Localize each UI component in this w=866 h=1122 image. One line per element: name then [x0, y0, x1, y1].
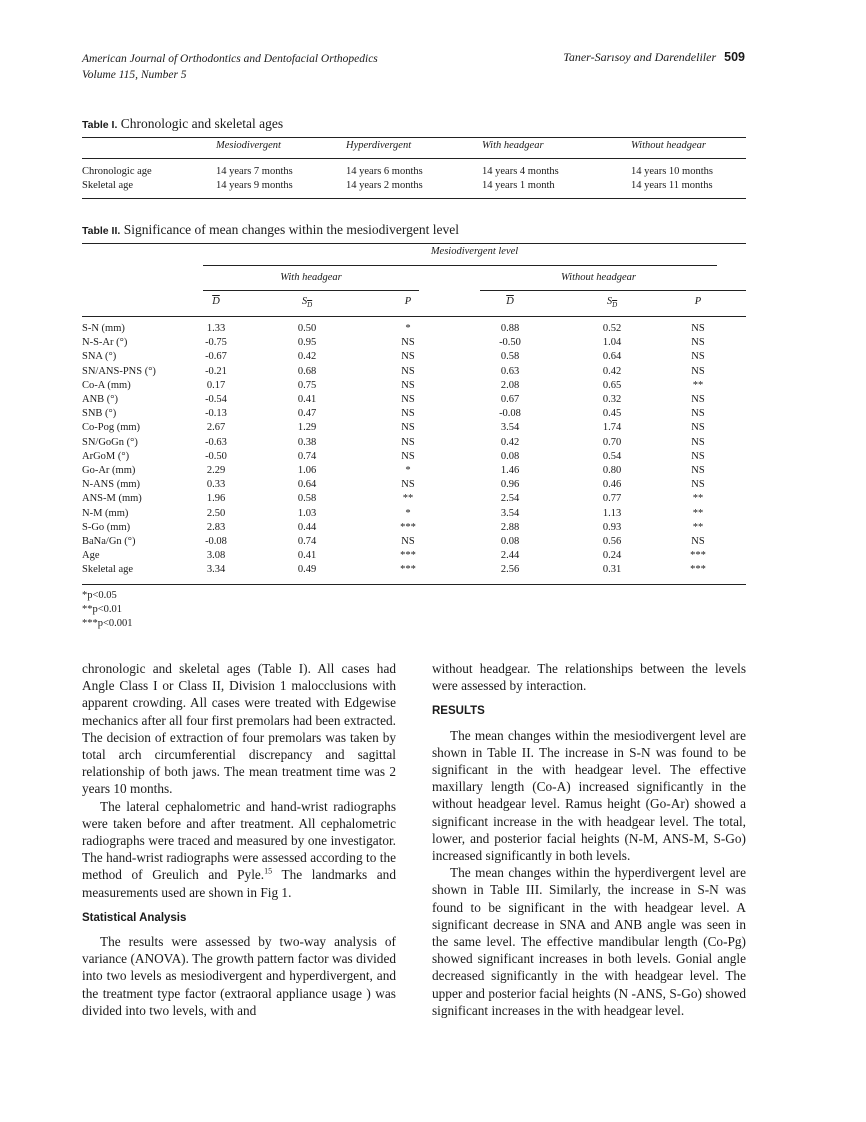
table1-col-without-headgear: Without headgear: [631, 140, 706, 151]
table2-cell: NS: [401, 408, 415, 420]
journal-name: American Journal of Orthodontics and Dentofacial Orthopedics: [82, 53, 378, 65]
table2-row-label: SN/GoGn (°): [82, 436, 138, 448]
table2-row: [82, 536, 746, 550]
table2-cell: NS: [401, 394, 415, 405]
table2-top-rule: [82, 243, 746, 244]
table2-cell: NS: [691, 323, 705, 334]
table2-cell: NS: [401, 450, 415, 462]
table1-title: Chronologic and skeletal ages: [120, 116, 284, 131]
page-number: 509: [724, 50, 745, 64]
table2-col-sd: $S_{\overline{D}}$: [606, 296, 618, 310]
table2-header-rule: [82, 316, 746, 317]
table2-cell: NS: [401, 337, 415, 349]
table2-cell: 0.56: [602, 536, 622, 547]
table2-cell: 1.03: [297, 507, 317, 519]
table2-cell: 0.32: [602, 394, 622, 405]
table2-row: [82, 422, 746, 436]
table2-row: [82, 337, 746, 351]
table2-row: [82, 564, 746, 578]
table2-cell: 0.74: [297, 450, 317, 462]
table2-cell: 0.68: [297, 365, 317, 377]
table2-cell: NS: [691, 394, 705, 405]
table1-col-mesiodivergent: Mesiodivergent: [216, 140, 281, 151]
body-right-column: [432, 660, 746, 1019]
table2-cell: 0.64: [297, 479, 317, 491]
table2-cell: 0.47: [297, 408, 317, 420]
table2-cell: 0.42: [500, 436, 520, 448]
table2-title: Significance of mean changes within the mesiodivergent level: [123, 222, 459, 237]
table2-subgroup-rule-right: [480, 290, 746, 291]
table2-cell: 2.54: [500, 493, 520, 505]
table2-cell: NS: [401, 479, 415, 491]
table1-row-label: Skeletal age: [82, 180, 134, 191]
table2-row-label: SNA (°): [82, 351, 117, 363]
table2-cell: 0.88: [500, 323, 520, 334]
table2-row: [82, 451, 746, 465]
table2-row: [82, 493, 746, 507]
table2-cell: NS: [401, 351, 415, 363]
table2-cell: 0.08: [500, 450, 520, 462]
table2-cell: 0.45: [602, 408, 622, 420]
table2-cell: NS: [691, 351, 705, 363]
table1-cell: 14 years 2 months: [346, 180, 423, 191]
table2-cell: NS: [401, 436, 415, 448]
running-header-journal: [82, 51, 378, 83]
table2-cell: NS: [691, 536, 705, 547]
table2-row-label: ANS-M (mm): [82, 493, 142, 505]
table2-cell: 0.65: [602, 379, 622, 391]
table2-row-label: SNB (°): [82, 408, 117, 420]
table2-cell: 2.44: [500, 550, 520, 562]
paragraph: The mean changes within the mesiodivergent level are shown in Table II. The increase in S-N was found to be significant in the with headgear level. The effective maxillary length (Co-A) increased significantly in the without headgear level. Ramus height (Go-Ar) showed a significant increase in the with headgear level. The total, lower, and posterior facial heights (N-M, ANS-M, S-Go) increased significantly in both levels.: [432, 727, 746, 864]
table2-subgroup-without-headgear: Without headgear: [561, 272, 636, 283]
table2-cell: *: [405, 465, 411, 476]
table2-cell: NS: [691, 479, 705, 491]
table2-footnote: ***p<0.001: [82, 618, 133, 629]
table2-cell: 0.49: [297, 564, 317, 576]
table2-cell: 2.08: [500, 379, 520, 391]
table2-subgroup-rule-left: [203, 290, 419, 291]
table2-cell: 0.75: [297, 379, 317, 391]
table2-group-header: Mesiodivergent level: [430, 246, 519, 257]
table2-cell: -0.08: [205, 536, 227, 547]
table2-cell: 3.54: [500, 422, 520, 434]
table2-cell: 1.13: [602, 507, 622, 519]
table2-cell: 1.46: [500, 465, 520, 476]
table2-cell: NS: [691, 337, 705, 349]
table2-cell: 3.08: [206, 550, 226, 562]
table2-cell: **: [692, 507, 704, 519]
table2-subgroup-with-headgear: With headgear: [280, 272, 342, 283]
table2-cell: NS: [691, 408, 705, 420]
table2-footnote: *p<0.05: [82, 590, 117, 601]
table2-row: [82, 408, 746, 422]
author-names: Taner-Sarısoy and Darendeliler: [563, 50, 717, 64]
table2-cell: 0.08: [500, 536, 520, 547]
table2-cell: -0.50: [205, 450, 227, 462]
table2-col-d: $\overline{D}$: [506, 296, 514, 307]
table2-row-label: Co-A (mm): [82, 379, 131, 391]
table2-row-label: ANB (°): [82, 394, 118, 405]
table1-label: Table I.: [82, 119, 118, 131]
table2-cell: 1.04: [602, 337, 622, 349]
table2-cell: NS: [691, 450, 705, 462]
table2-row-label: SN/ANS-PNS (°): [82, 365, 156, 377]
table2-cell: 0.42: [602, 365, 622, 377]
table1-col-with-headgear: With headgear: [482, 140, 544, 151]
table2-cell: 0.46: [602, 479, 622, 491]
paragraph: The lateral cephalometric and hand-wrist radiographs were taken before and after treatment. All cephalometric radiographs were traced and measured by one investigator. The hand-wrist radiographs were assessed according to the method of Greulich and Pyle.$^{15}$ The landmarks and measurements used are shown in Fig 1.: [82, 798, 396, 900]
table2-cell: -0.67: [205, 351, 227, 363]
table2-row-label: Age: [82, 550, 100, 562]
table2-row: [82, 323, 746, 337]
table2-row-label: Go-Ar (mm): [82, 465, 136, 476]
table2-caption: [82, 222, 459, 238]
section-heading-statistical-analysis: Statistical Analysis: [82, 911, 187, 924]
table2-cell: 2.56: [500, 564, 520, 576]
table2-cell: **: [692, 521, 704, 533]
table2-cell: **: [692, 493, 704, 505]
table2-cell: *: [405, 323, 411, 334]
table2-cell: -0.13: [205, 408, 227, 420]
journal-volume: Volume 115, Number 5: [82, 69, 187, 81]
table2-cell: NS: [691, 465, 705, 476]
table2-row: [82, 508, 746, 522]
table2-cell: 0.80: [602, 465, 622, 476]
table2-cell: ***: [690, 564, 706, 576]
table2-cell: 0.95: [297, 337, 317, 349]
table2-row-label: N-S-Ar (°): [82, 337, 128, 349]
table2-cell: 0.70: [602, 436, 622, 448]
table2-cell: 1.74: [602, 422, 622, 434]
table2-cell: **: [402, 493, 414, 505]
table2-cell: NS: [401, 536, 415, 547]
table2-row-label: N-ANS (mm): [82, 479, 141, 491]
table2-cell: 0.38: [297, 436, 317, 448]
table2-row: [82, 437, 746, 451]
table1-header-rule: [82, 158, 746, 159]
table1-cell: 14 years 6 months: [346, 166, 423, 177]
table2-cell: 2.50: [206, 507, 226, 519]
table2-row: [82, 380, 746, 394]
table2-cell: ***: [400, 564, 416, 576]
table2-cell: 0.50: [297, 323, 317, 334]
table2-cell: 3.34: [206, 564, 226, 576]
table2-cell: 0.64: [602, 351, 622, 363]
table2-cell: 0.93: [602, 521, 622, 533]
table2-cell: 0.54: [602, 450, 622, 462]
table2-cell: 2.29: [206, 465, 226, 476]
table2-cell: NS: [691, 436, 705, 448]
table1-cell: 14 years 9 months: [216, 180, 293, 191]
table2-cell: 2.88: [500, 521, 520, 533]
table2-cell: 0.77: [602, 493, 622, 505]
table2-cell: -0.08: [499, 408, 521, 420]
table1-cell: 14 years 4 months: [482, 166, 559, 177]
table2-cell: **: [692, 379, 704, 391]
table2-cell: -0.54: [205, 394, 227, 405]
table2-cell: 0.74: [297, 536, 317, 547]
table2-cell: 0.33: [206, 479, 226, 491]
table2-cell: 0.41: [297, 394, 317, 405]
table2-row: [82, 522, 746, 536]
table2-cell: -0.63: [205, 436, 227, 448]
table2-cell: 0.42: [297, 351, 317, 363]
section-heading-results: RESULTS: [432, 705, 485, 718]
table1-cell: 14 years 11 months: [631, 180, 713, 191]
table2-cell: 2.67: [206, 422, 226, 434]
table2-row: [82, 550, 746, 564]
table2-cell: 0.24: [602, 550, 622, 562]
table1-caption: [82, 116, 283, 132]
table2-cell: 0.52: [602, 323, 622, 334]
table2-bottom-rule: [82, 584, 746, 585]
table2-cell: 1.06: [297, 465, 317, 476]
table1-row-label: Chronologic age: [82, 166, 152, 177]
table2-row: [82, 394, 746, 408]
table2-row-label: S-Go (mm): [82, 521, 131, 533]
table2-cell: 0.44: [297, 521, 317, 533]
table1-col-hyperdivergent: Hyperdivergent: [346, 140, 412, 151]
table2-row: [82, 465, 746, 479]
table2-cell: 1.29: [297, 422, 317, 434]
table2-cell: NS: [401, 365, 415, 377]
table2-cell: 0.31: [602, 564, 622, 576]
table2-row-label: BaNa/Gn (°): [82, 536, 136, 547]
table2-cell: *: [405, 507, 411, 519]
paragraph: without headgear. The relationships between the levels were assessed by interaction.: [432, 661, 746, 694]
table2-group-rule: [203, 265, 717, 266]
table1-top-rule: [82, 137, 746, 138]
table2-cell: ***: [400, 521, 416, 533]
table2-cell: 0.96: [500, 479, 520, 491]
table2-cell: 1.96: [206, 493, 226, 505]
table2-label: Table II.: [82, 225, 121, 237]
paragraph: The mean changes within the hyperdivergent level are shown in Table III. Similarly, the increase in S-N was found to be significant in the with headgear level. A significant decrease in SNA and ANB angle was seen in the same level. The effective mandibular length (Co-Pg) showed significant increases in both levels. Gonial angle decreased significantly in the with headgear level. The upper and posterior facial heights (N -ANS, S-Go) showed significant increases in the with headgear level.: [432, 865, 746, 1018]
running-header-authors: [563, 50, 745, 65]
table2-row: [82, 479, 746, 493]
table1-cell: 14 years 7 months: [216, 166, 293, 177]
table2-cell: NS: [401, 379, 415, 391]
table2-row-label: Skeletal age: [82, 564, 134, 576]
paragraph: The results were assessed by two-way analysis of variance (ANOVA). The growth pattern factor was divided into two levels as mesiodivergent and hyperdivergent, and the treatment type factor (extraoral appliance usage ) was divided into two levels, with and: [82, 934, 396, 1018]
table2-cell: 2.83: [206, 521, 226, 533]
table2-cell: 0.58: [297, 493, 317, 505]
table2-col-sd: $S_{\overline{D}}$: [301, 296, 313, 310]
table2-cell: 0.58: [500, 351, 520, 363]
table2-col-p: P: [694, 296, 702, 307]
table2-col-d: $\overline{D}$: [212, 296, 220, 307]
table2-cell: 1.33: [206, 323, 226, 334]
table2-cell: 0.17: [206, 379, 226, 391]
table2-row-label: N-M (mm): [82, 507, 129, 519]
table1-cell: 14 years 1 month: [482, 180, 555, 191]
table2-row-label: S-N (mm): [82, 323, 125, 334]
table1-cell: 14 years 10 months: [631, 166, 713, 177]
table2-cell: ***: [400, 550, 416, 562]
table2-col-p: P: [404, 296, 412, 307]
table2-footnote: **p<0.01: [82, 604, 123, 615]
table2-cell: -0.50: [499, 337, 521, 349]
table2-cell: 0.63: [500, 365, 520, 377]
table2-cell: 0.41: [297, 550, 317, 562]
table2-row-label: Co-Pog (mm): [82, 422, 141, 434]
paragraph: chronologic and skeletal ages (Table I). All cases had Angle Class I or Class II, Division 1 malocclusions with apparent crowding. All cases were treated with Edgewise mechanics after all four first premolars had been extracted. The decision of extraction of four premolars was taken by total arch circumferential discrepancy and sagittal relationship of both jaws. The mean treatment time was 2 years 10 months.: [82, 661, 396, 797]
table2-row: [82, 351, 746, 365]
table2-cell: 3.54: [500, 507, 520, 519]
table2-cell: NS: [691, 365, 705, 377]
reference-superscript: 15: [264, 867, 273, 877]
body-left-column: [82, 660, 396, 1019]
table2-row-label: ArGoM (°): [82, 450, 130, 462]
table1-bottom-rule: [82, 198, 746, 199]
table2-cell: -0.21: [205, 365, 227, 377]
table2-cell: 0.67: [500, 394, 520, 405]
table2-cell: NS: [691, 422, 705, 434]
table2-cell: -0.75: [205, 337, 227, 349]
table2-cell: NS: [401, 422, 415, 434]
table2-row: [82, 366, 746, 380]
table2-cell: ***: [690, 550, 706, 562]
